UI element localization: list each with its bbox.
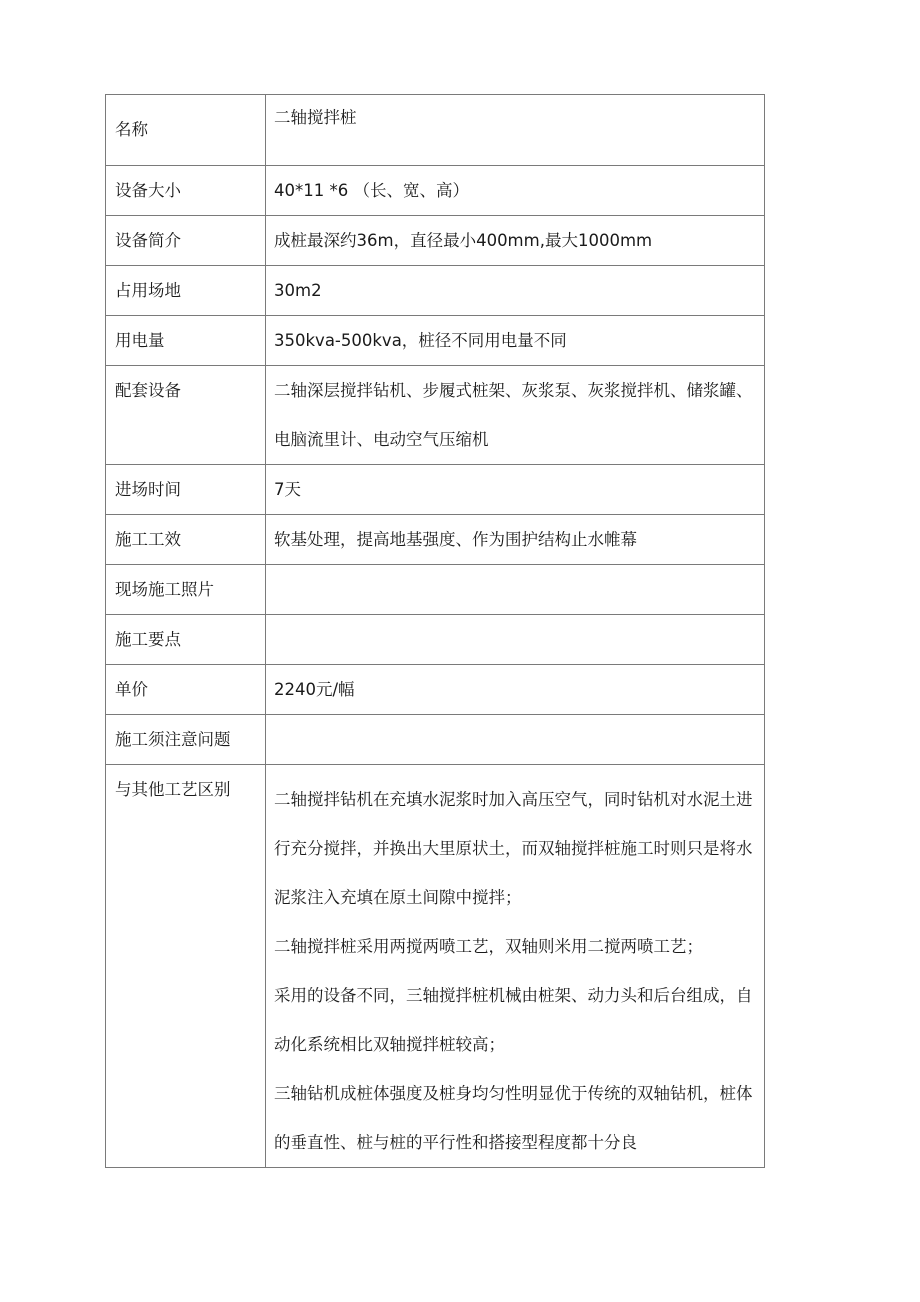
row-site-photos	[106, 565, 765, 615]
row-construction-efficiency	[106, 515, 765, 565]
label-construction-efficiency: 施工工效	[106, 515, 266, 565]
value-precautions	[266, 715, 765, 765]
label-site-area: 占用场地	[106, 266, 266, 316]
label-auxiliary-equipment: 配套设备	[106, 366, 266, 465]
row-name	[106, 95, 765, 166]
row-site-area	[106, 266, 765, 316]
value-key-points	[266, 615, 765, 665]
value-construction-efficiency: 软基处理，提高地基强度、作为围护结构止水帷幕	[266, 515, 765, 565]
row-power-usage	[106, 316, 765, 366]
row-process-difference	[106, 765, 765, 1168]
label-power-usage: 用电量	[106, 316, 266, 366]
value-equipment-size: 40*11 *6 （长、宽、高）	[266, 166, 765, 216]
row-auxiliary-equipment	[106, 366, 765, 465]
value-mobilization-time: 7天	[266, 465, 765, 515]
difference-paragraph: 三轴钻机成桩体强度及桩身均匀性明显优于传统的双轴钻机，桩体的垂直性、桩与桩的平行性和搭接型程度都十分良	[274, 1084, 753, 1152]
row-unit-price	[106, 665, 765, 715]
row-equipment-size	[106, 166, 765, 216]
difference-paragraph: 采用的设备不同，三轴搅拌桩机械由桩架、动力头和后台组成，自动化系统相比双轴搅拌桩较高；	[274, 986, 753, 1054]
value-site-photos	[266, 565, 765, 615]
label-name: 名称	[106, 95, 266, 166]
value-equipment-intro: 成桩最深约36m，直径最小400mm,最大1000mm	[266, 216, 765, 266]
label-precautions: 施工须注意问题	[106, 715, 266, 765]
label-mobilization-time: 进场时间	[106, 465, 266, 515]
row-mobilization-time	[106, 465, 765, 515]
row-equipment-intro	[106, 216, 765, 266]
value-site-area: 30m2	[266, 266, 765, 316]
label-key-points: 施工要点	[106, 615, 266, 665]
label-process-difference: 与其他工艺区别	[106, 765, 266, 1168]
value-auxiliary-equipment: 二轴深层搅拌钻机、步履式桩架、灰浆泵、灰浆搅拌机、储浆罐、电脑流里计、电动空气压缩机	[266, 366, 765, 465]
label-equipment-intro: 设备简介	[106, 216, 266, 266]
difference-paragraph: 二轴搅拌钻机在充填水泥浆时加入高压空气，同时钻机对水泥土进行充分搅拌，并换出大里原状土，而双轴搅拌桩施工时则只是将水泥浆注入充填在原土间隙中搅拌；	[274, 790, 753, 907]
label-site-photos: 现场施工照片	[106, 565, 266, 615]
value-process-difference	[266, 765, 765, 1168]
value-name: 二轴搅拌桩	[266, 95, 765, 166]
value-power-usage: 350kva-500kva，桩径不同用电量不同	[266, 316, 765, 366]
label-equipment-size: 设备大小	[106, 166, 266, 216]
row-precautions	[106, 715, 765, 765]
difference-paragraph: 二轴搅拌桩采用两搅两喷工艺，双轴则米用二搅两喷工艺；	[274, 937, 703, 956]
row-key-points	[106, 615, 765, 665]
value-unit-price: 2240元/幅	[266, 665, 765, 715]
label-unit-price: 单价	[106, 665, 266, 715]
equipment-spec-table	[105, 94, 765, 1168]
